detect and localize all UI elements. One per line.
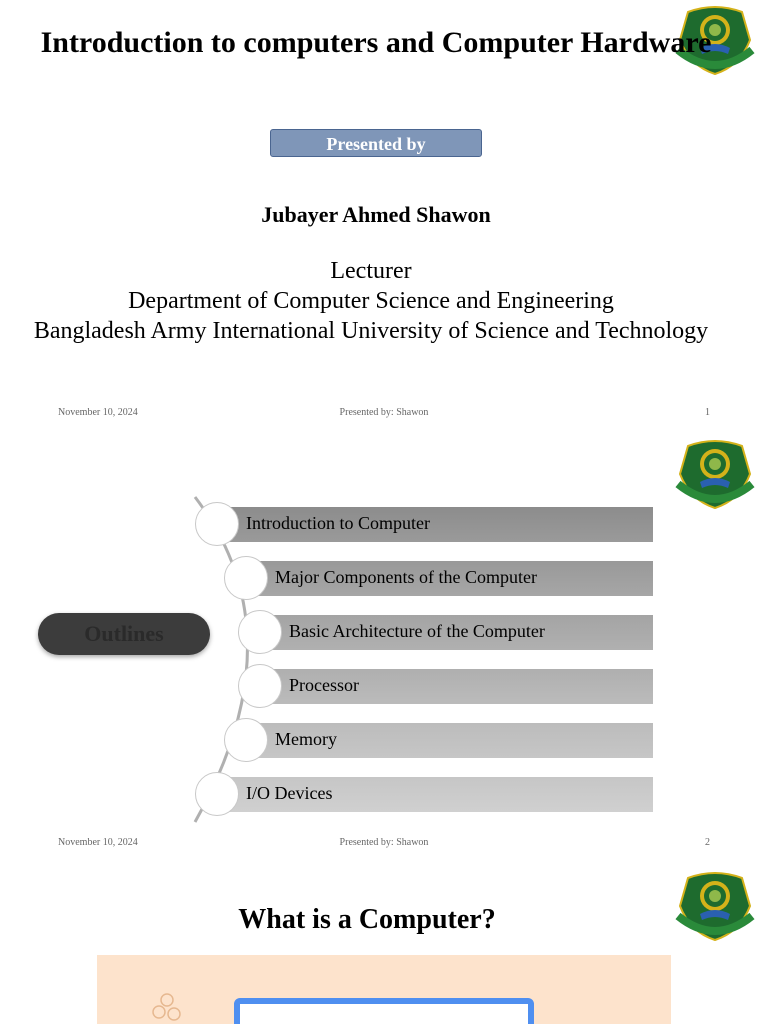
computer-screen-icon (234, 998, 534, 1024)
footer-presenter: Presented by: Shawon (339, 837, 429, 848)
outline-item-circle (238, 610, 282, 654)
outline-item-circle (238, 664, 282, 708)
outline-item-label: Major Components of the Computer (275, 567, 537, 587)
affiliation (0, 256, 742, 346)
footer-page-number: 1 (705, 407, 710, 418)
affiliation-university: Bangladesh Army International University of Science and Technology (33, 318, 709, 344)
affiliation-role: Lecturer (330, 258, 412, 284)
outline-item-label: I/O Devices (246, 783, 333, 803)
outline-item-circle (224, 718, 268, 762)
outline-label: Outlines (38, 613, 210, 655)
footer-date: November 10, 2024 (58, 407, 138, 418)
outline-item-circle (195, 502, 239, 546)
affiliation-department: Department of Computer Science and Engineering (128, 288, 614, 314)
author-name: Jubayer Ahmed Shawon (261, 202, 491, 227)
footer-date: November 10, 2024 (58, 837, 138, 848)
footer-presenter: Presented by: Shawon (339, 407, 429, 418)
outline-item-circle (195, 772, 239, 816)
slide-title: What is a Computer? (238, 904, 496, 935)
slide-title: Introduction to computers and Computer Hardware (40, 26, 712, 59)
bubbles-icon (149, 992, 189, 1024)
slide-1 (0, 0, 768, 430)
outline-item-circle (224, 556, 268, 600)
illustration-panel (97, 955, 671, 1024)
slide-2 (0, 430, 768, 860)
outline-item-label: Basic Architecture of the Computer (289, 621, 545, 641)
presented-by-badge: Presented by (270, 129, 482, 157)
outline-item-label: Processor (289, 675, 359, 695)
outline-item-label: Introduction to Computer (246, 513, 430, 533)
outline-item-label: Memory (275, 729, 337, 749)
footer-page-number: 2 (705, 837, 710, 848)
slide-3 (0, 860, 768, 1024)
